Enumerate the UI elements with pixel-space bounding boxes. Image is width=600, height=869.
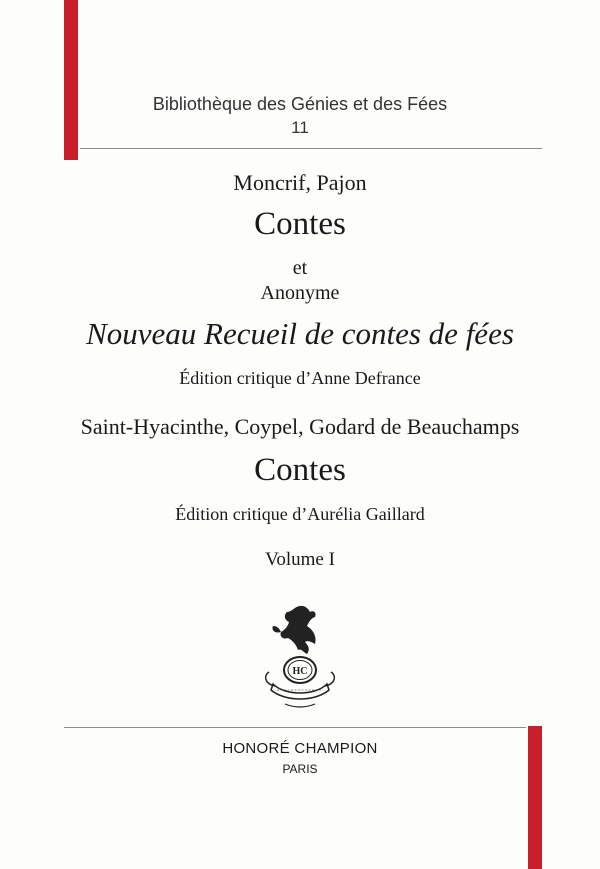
series-title: Bibliothèque des Génies et des Fées — [152, 94, 448, 114]
publisher-name: HONORÉ CHAMPION — [222, 740, 378, 757]
publisher-city: PARIS — [282, 762, 318, 776]
edition-part2: Édition critique d’Anne Defrance — [179, 368, 421, 388]
authors-part1: Moncrif, Pajon — [233, 170, 367, 195]
authors-part3: Saint-Hyacinthe, Coypel, Godard de Beauchamps — [80, 414, 520, 439]
title-part1: Contes — [254, 206, 346, 242]
publisher-horse-logo-icon — [255, 600, 345, 710]
volume-label: Volume I — [265, 549, 335, 570]
author-part2: Anonyme — [260, 282, 340, 304]
title-part3: Contes — [254, 452, 346, 488]
conjunction: et — [292, 257, 308, 279]
series-number: 11 — [291, 118, 309, 137]
series-rule — [80, 148, 542, 149]
publisher-rule — [64, 727, 526, 728]
red-bar-bottom-right — [528, 726, 542, 869]
logo-monogram: HC — [292, 666, 308, 677]
title-part2: Nouveau Recueil de contes de fées — [86, 316, 514, 351]
edition-part3: Édition critique d’Aurélia Gaillard — [175, 504, 425, 524]
